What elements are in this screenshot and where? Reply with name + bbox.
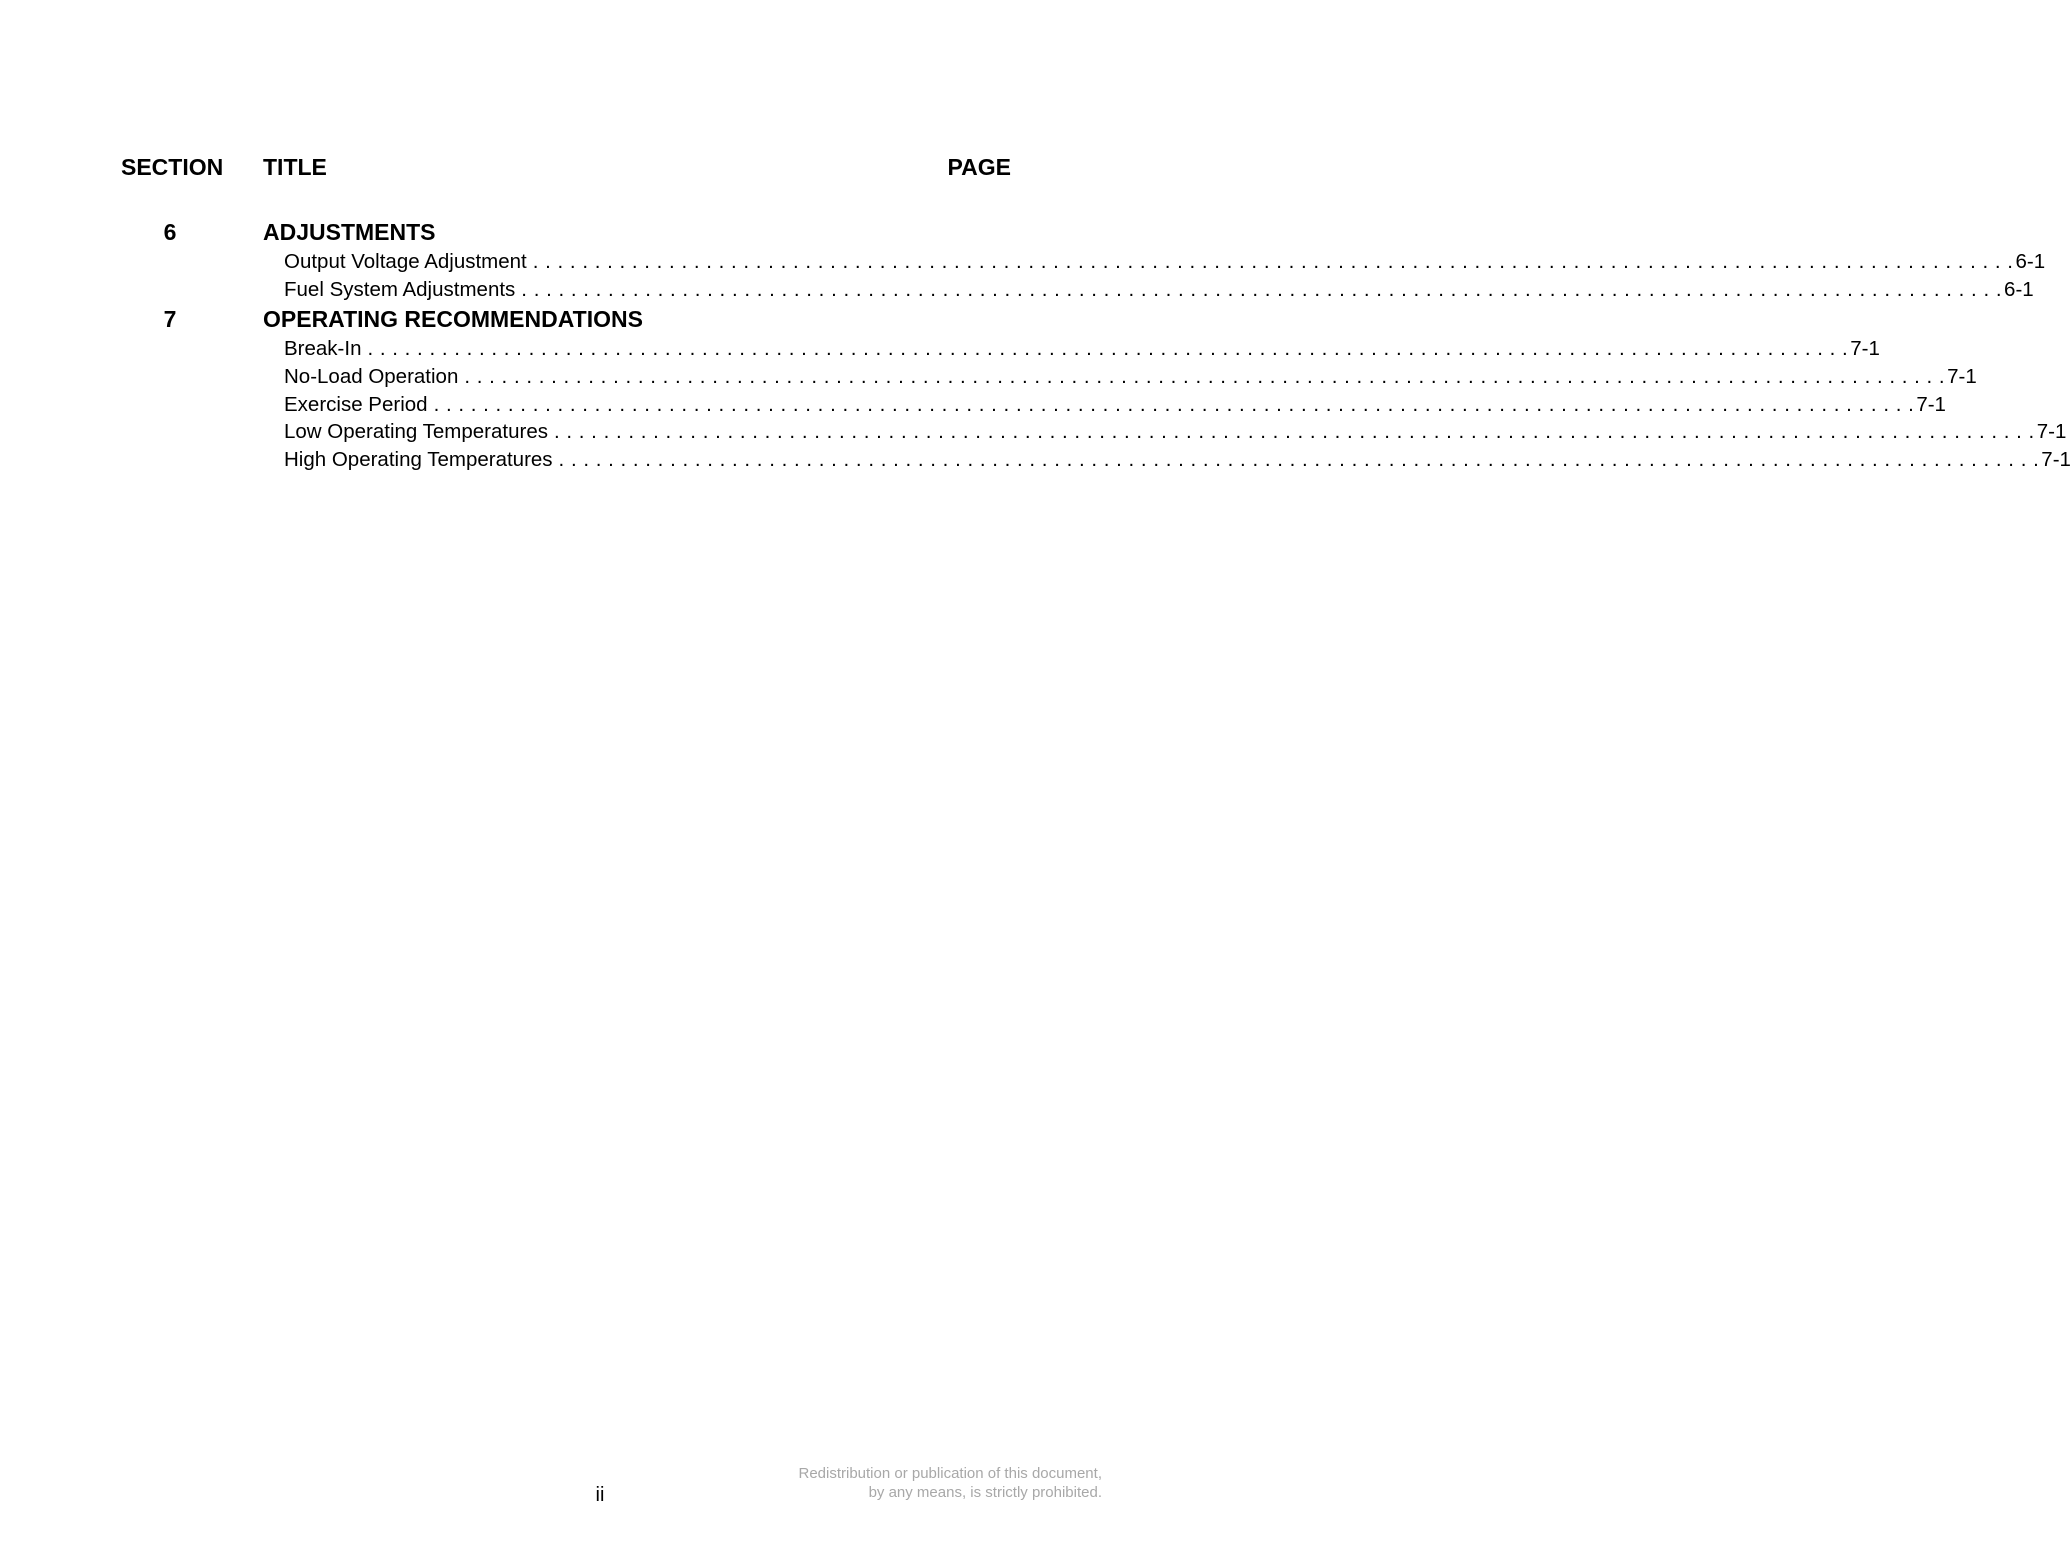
- dot-leader: . . . . . . . . . . . . . . . . . . . . . . . . . . . . . . . . . . . . . . . . . . . . . . . . . . . . . . . . . . . . . . . . . . . . . . . . . . . . . . . . . . . . . . . . . . . . . . . . . . . . . . . . . . . . . . . . . . . . . . . .: [464, 365, 1946, 389]
- entry-title: Break-In: [284, 337, 362, 361]
- entry-page-number: 7-1: [1850, 337, 1880, 361]
- toc-header: [0, 154, 1200, 186]
- toc-entry[interactable]: [284, 337, 1880, 365]
- entry-title: Fuel System Adjustments: [284, 277, 516, 301]
- redistribution-notice: [798, 1464, 1102, 1502]
- notice-line: by any means, is strictly prohibited.: [868, 1484, 1102, 1501]
- table-of-contents: [0, 218, 2071, 476]
- toc-entry[interactable]: [284, 420, 2067, 448]
- section-7: [0, 305, 2071, 475]
- section-6: [0, 218, 2046, 305]
- entry-page-number: 7-1: [1947, 365, 1977, 389]
- entry-title: Exercise Period: [284, 392, 428, 416]
- dot-leader: . . . . . . . . . . . . . . . . . . . . . . . . . . . . . . . . . . . . . . . . . . . . . . . . . . . . . . . . . . . . . . . . . . . . . . . . . . . . . . . . . . . . . . . . . . . . . . . . . . . . . . . . . . . . . . . . . . . . . . . .: [532, 250, 2014, 273]
- dot-leader: . . . . . . . . . . . . . . . . . . . . . . . . . . . . . . . . . . . . . . . . . . . . . . . . . . . . . . . . . . . . . . . . . . . . . . . . . . . . . . . . . . . . . . . . . . . . . . . . . . . . . . . . . . . . . . . . . . . . . . . .: [367, 337, 1849, 361]
- page-column-header: PAGE: [947, 154, 1011, 180]
- dot-leader: . . . . . . . . . . . . . . . . . . . . . . . . . . . . . . . . . . . . . . . . . . . . . . . . . . . . . . . . . . . . . . . . . . . . . . . . . . . . . . . . . . . . . . . . . . . . . . . . . . . . . . . . . . . . . . . . . . . . . . . .: [554, 420, 2035, 444]
- entry-title: High Operating Temperatures: [284, 448, 553, 472]
- dot-leader: . . . . . . . . . . . . . . . . . . . . . . . . . . . . . . . . . . . . . . . . . . . . . . . . . . . . . . . . . . . . . . . . . . . . . . . . . . . . . . . . . . . . . . . . . . . . . . . . . . . . . . . . . . . . . . . . . . . . . . . .: [521, 277, 2003, 301]
- entry-page-number: 7-1: [2041, 448, 2071, 472]
- section-title: OPERATING RECOMMENDATIONS: [263, 306, 643, 333]
- section-number: 6: [163, 219, 177, 245]
- toc-entry[interactable]: [284, 365, 1977, 393]
- toc-entry[interactable]: [284, 448, 2071, 476]
- entry-title: Low Operating Temperatures: [284, 420, 548, 444]
- toc-entry[interactable]: [284, 250, 2046, 278]
- section-heading: [0, 218, 1200, 250]
- dot-leader: . . . . . . . . . . . . . . . . . . . . . . . . . . . . . . . . . . . . . . . . . . . . . . . . . . . . . . . . . . . . . . . . . . . . . . . . . . . . . . . . . . . . . . . . . . . . . . . . . . . . . . . . . . . . . . . . . . . . . . . .: [558, 448, 2040, 472]
- section-number: 7: [163, 306, 177, 333]
- entry-page-number: 6-1: [2004, 277, 2034, 301]
- section-title: ADJUSTMENTS: [263, 219, 436, 245]
- notice-line: Redistribution or publication of this document,: [798, 1465, 1102, 1482]
- entry-page-number: 6-1: [2015, 250, 2046, 273]
- toc-entry[interactable]: [284, 392, 1946, 421]
- section-entries: [0, 250, 2046, 305]
- toc-entry[interactable]: [284, 277, 2034, 306]
- entry-title: Output Voltage Adjustment: [284, 250, 527, 273]
- entry-page-number: 7-1: [2036, 420, 2067, 444]
- entry-title: No-Load Operation: [284, 365, 459, 389]
- page-folio: ii: [595, 1484, 605, 1506]
- title-column-header: TITLE: [263, 154, 327, 180]
- section-heading: [0, 305, 1200, 337]
- entry-page-number: 7-1: [1916, 392, 1946, 416]
- dot-leader: . . . . . . . . . . . . . . . . . . . . . . . . . . . . . . . . . . . . . . . . . . . . . . . . . . . . . . . . . . . . . . . . . . . . . . . . . . . . . . . . . . . . . . . . . . . . . . . . . . . . . . . . . . . . . . . . . . . . . . . .: [433, 392, 1915, 416]
- section-column-header: SECTION: [121, 154, 224, 180]
- section-entries: [0, 337, 2071, 475]
